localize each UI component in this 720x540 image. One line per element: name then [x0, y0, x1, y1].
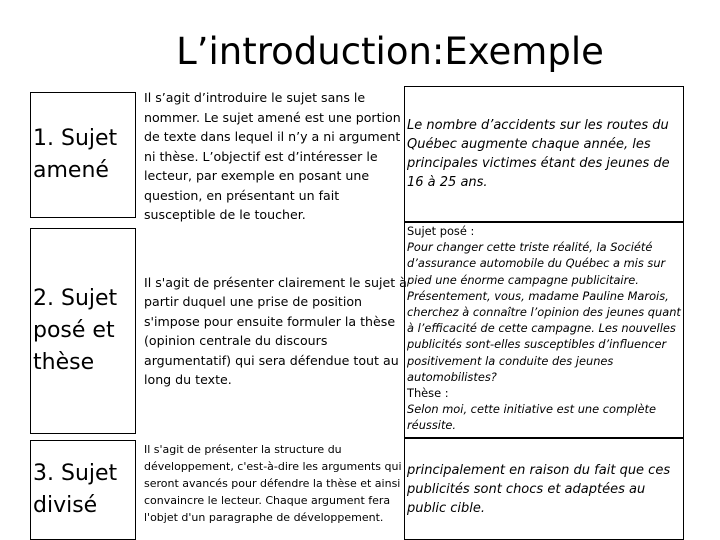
- row-2-example: [404, 222, 684, 438]
- these-text: Selon moi, cette initiative est une complète réussite.: [407, 402, 656, 433]
- sujet-pose-text: Pour changer cette triste réalité, la Société d’assurance automobile du Québec a mis sur pied une énorme campagne publicitaire. Présentement, vous, madame Pauline Marois, cherchez à connaître l’opinion des jeunes quant à l’efficacité de cette campagne. Les nouvelles publicités sont-elles susceptibles d’influencer positivement la conduite des jeunes automobilistes?: [407, 240, 681, 384]
- these-heading: Thèse :: [407, 386, 449, 401]
- row-3-label-line-2: divisé: [33, 493, 98, 518]
- row-1-label: [30, 92, 136, 218]
- row-1-example: [404, 86, 684, 222]
- row-3-example: [404, 438, 684, 540]
- page-title: L’introduction:Exemple: [176, 30, 604, 73]
- row-3-description: Il s'agit de présenter la structure du développement, c'est-à-dire les arguments qui seront avancés pour défendre la thèse et ainsi convaincre le lecteur. Chaque argument fera l'objet d'un paragraphe de développement.: [144, 443, 402, 524]
- row-1-label-line-2: amené: [33, 158, 109, 183]
- row-2-label-line-1: 2. Sujet: [33, 286, 118, 311]
- row-3-label: [30, 440, 136, 540]
- row-1-label-line-1: 1. Sujet: [33, 126, 118, 151]
- row-3-example-text: principalement en raison du fait que ces publicités sont chocs et adaptées au public cible.: [407, 462, 671, 516]
- sujet-pose-heading: Sujet posé :: [407, 224, 475, 238]
- row-1-example-text: Le nombre d’accidents sur les routes du Québec augmente chaque année, les principales victimes étant des jeunes de 16 à 25 ans.: [407, 118, 670, 190]
- row-2-description-text: Il s'agit de présenter clairement le sujet à partir duquel une prise de position s'impose pour ensuite formuler la thèse (opinion centrale du discours argumentatif) qui sera défendue tout au long du texte.: [144, 274, 407, 387]
- row-2-label-line-3: thèse: [33, 350, 95, 375]
- row-2-label: [30, 228, 136, 434]
- row-3-label-line-1: 3. Sujet: [33, 461, 118, 486]
- row-2-description: [144, 228, 412, 434]
- row-1-description: Il s’agit d’introduire le sujet sans le nommer. Le sujet amené est une portion de texte dans lequel il n’y a ni argument ni thèse. L’objectif est d’intéresser le lecteur, par exemple en posant une question, en présentant un fait susceptible de le toucher.: [144, 90, 401, 222]
- row-2-label-line-2: posé et: [33, 318, 115, 343]
